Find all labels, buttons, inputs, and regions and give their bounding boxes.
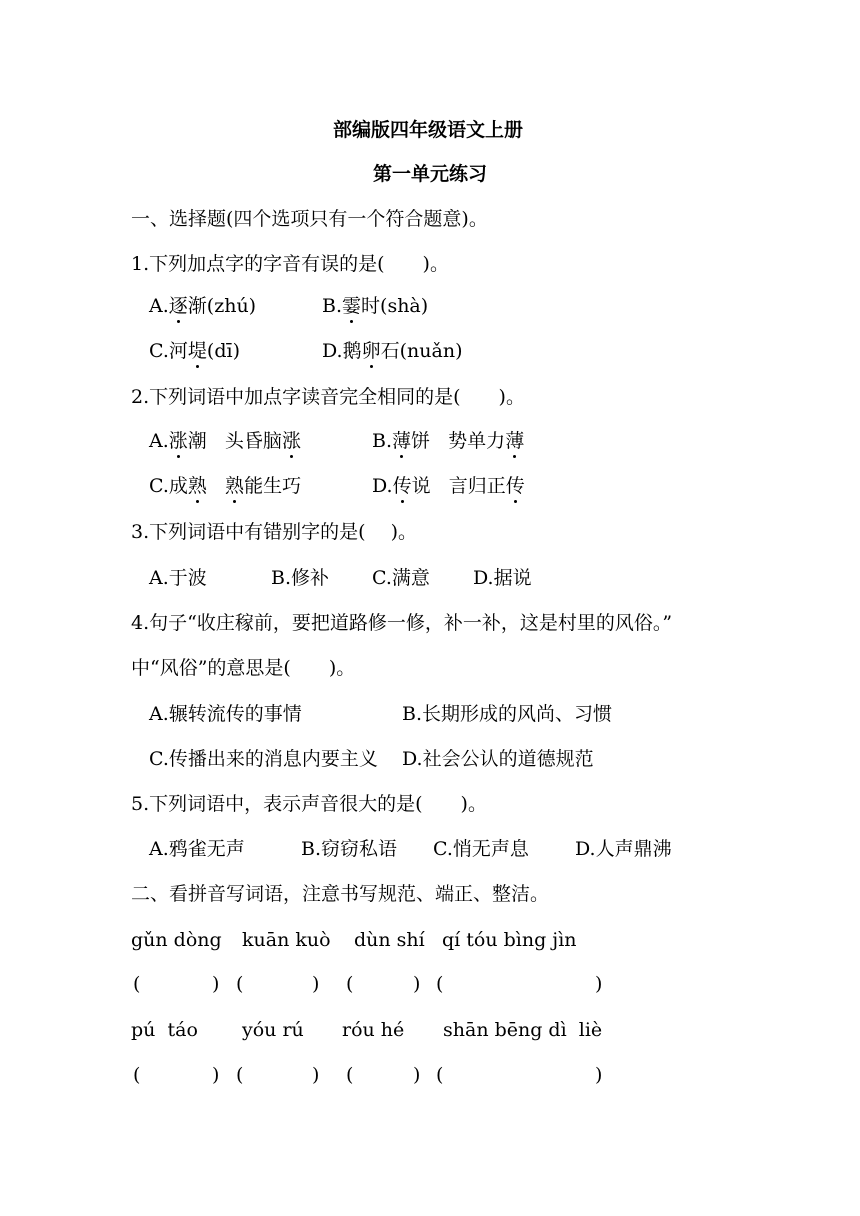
dotted-char: 涨 [168,430,188,452]
section-heading-choice: 一、选择题(四个选项只有一个符合题意)。 [131,208,488,230]
answer-bracket-close: ) [312,973,320,995]
question-2-option-a: A.涨潮 头昏脑涨 [149,430,301,452]
dotted-char: 逐 [168,295,188,317]
question-4-stem-line2: 中“风俗”的意思是( )。 [131,657,356,679]
answer-bracket-open: ( [346,1064,354,1086]
question-1-option-b: B.霎时(shà) [322,295,429,317]
dotted-char: 堤 [187,340,207,362]
question-1-option-d: D.鹅卵石(nuǎn) [322,340,463,362]
answer-bracket-open: ( [236,1064,244,1086]
question-3-option-a: A.于波 [149,567,207,589]
answer-bracket-close: ) [595,973,603,995]
question-3-option-b: B.修补 [271,567,330,589]
page-subtitle: 第一单元练习 [373,163,488,185]
dotted-char: 熟 [187,475,207,497]
dotted-char: 薄 [392,430,412,452]
answer-bracket-open: ( [346,973,354,995]
question-3-option-d: D.据说 [473,567,532,589]
pinyin-item: kuān kuò [242,929,331,951]
pinyin-item: róu hé [342,1019,405,1041]
answer-bracket-close: ) [212,1064,220,1086]
question-3-option-c: C.满意 [372,567,430,589]
dotted-char: 卵 [361,340,381,362]
question-3-stem: 3.下列词语中有错别字的是( )。 [131,521,417,543]
answer-bracket-close: ) [312,1064,320,1086]
pinyin-item: gǔn dòng [131,929,222,951]
pinyin-item: yóu rú [242,1019,304,1041]
question-4-option-b: B.长期形成的风尚、习惯 [402,703,613,725]
answer-bracket-open: ( [133,973,141,995]
question-2-stem: 2.下列词语中加点字读音完全相同的是( )。 [131,386,525,408]
answer-bracket-open: ( [436,973,444,995]
question-1-option-a: A.逐渐(zhú) [149,295,257,317]
question-1-stem: 1.下列加点字的字音有误的是( )。 [131,253,449,275]
question-4-option-a: A.辗转流传的事情 [149,703,302,725]
question-2-option-b: B.薄饼 势单力薄 [372,430,525,452]
dotted-char: 传 [392,475,412,497]
answer-bracket-open: ( [436,1064,444,1086]
section-heading-pinyin: 二、看拼音写词语，注意书写规范、端正、整洁。 [131,883,550,905]
pinyin-item: shān bēng dì liè [443,1019,603,1041]
answer-bracket-open: ( [133,1064,141,1086]
question-5-option-a: A.鸦雀无声 [149,838,245,860]
question-5-option-d: D.人声鼎沸 [575,838,672,860]
page-title: 部编版四年级语文上册 [333,119,524,141]
question-2-option-d: D.传说 言归正传 [372,475,525,497]
answer-bracket-close: ) [413,973,421,995]
pinyin-item: dùn shí [354,929,425,951]
question-1-option-c: C.河堤(dī) [149,340,240,362]
question-5-option-b: B.窃窃私语 [301,838,398,860]
pinyin-item: pú táo [131,1019,198,1041]
question-2-option-c: C.成熟 熟能生巧 [149,475,302,497]
question-4-option-d: D.社会公认的道德规范 [402,748,594,770]
answer-bracket-close: ) [212,973,220,995]
dotted-char: 薄 [505,430,525,452]
question-5-stem: 5.下列词语中，表示声音很大的是( )。 [131,793,487,815]
answer-bracket-close: ) [413,1064,421,1086]
answer-bracket-close: ) [595,1064,603,1086]
pinyin-item: qí tóu bìng jìn [442,929,577,951]
question-4-stem-line1: 4.句子“收庄稼前，要把道路修一修，补一补，这是村里的风俗。” [131,612,673,634]
dotted-char: 熟 [225,475,245,497]
dotted-char: 传 [505,475,525,497]
dotted-char: 霎 [342,295,362,317]
dotted-char: 涨 [281,430,301,452]
answer-bracket-open: ( [236,973,244,995]
question-4-option-c: C.传播出来的消息内要主义 [149,748,378,770]
question-5-option-c: C.悄无声息 [433,838,529,860]
